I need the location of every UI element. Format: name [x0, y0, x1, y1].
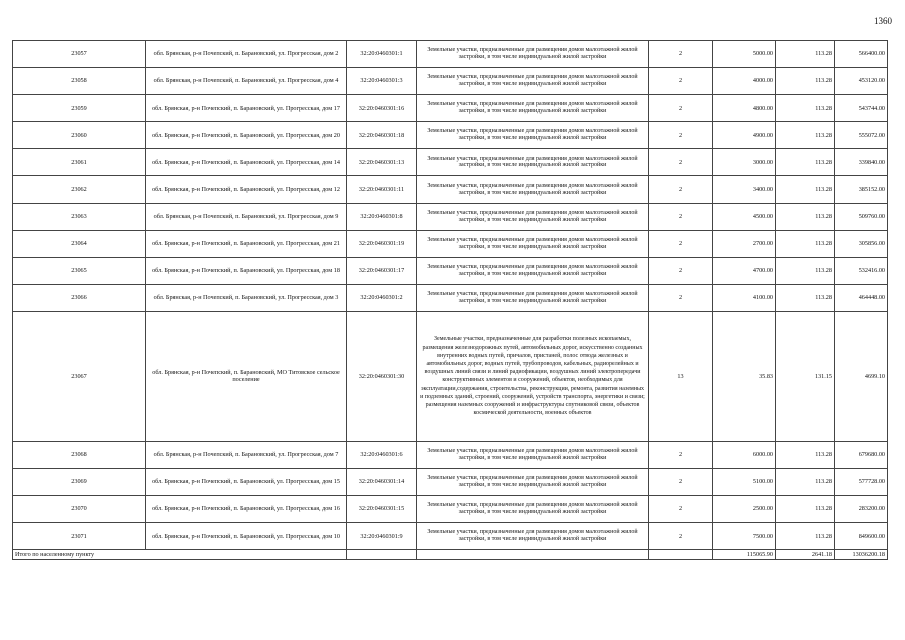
use-group-code-cell: 2	[649, 122, 713, 149]
table-row	[13, 523, 888, 550]
unit-price-cell: 113.28	[776, 230, 835, 257]
row-number: 23067	[13, 311, 146, 441]
unit-price-cell: 113.28	[776, 469, 835, 496]
land-use-cell: Земельные участки, предназначенные для размещения домов малоэтажной жилой застройки, в том числе индивидуальной жилой застройки	[417, 68, 649, 95]
address-cell: обл. Брянская, р-н Почепский, п. Барановский, ул. Прогресская, дом 20	[146, 122, 347, 149]
area-cell: 6000.00	[713, 441, 776, 468]
land-use-cell: Земельные участки, предназначенные для размещения домов малоэтажной жилой застройки, в том числе индивидуальной жилой застройки	[417, 257, 649, 284]
cadastral-value-cell: 509760.00	[835, 203, 888, 230]
cadastral-number-cell: 32:20:0460301:15	[347, 496, 417, 523]
table-row	[13, 284, 888, 311]
use-group-code-cell: 2	[649, 176, 713, 203]
total-empty-cell	[347, 550, 417, 560]
row-number: 23059	[13, 95, 146, 122]
land-use-cell: Земельные участки, предназначенные для размещения домов малоэтажной жилой застройки, в том числе индивидуальной жилой застройки	[417, 523, 649, 550]
address-cell: обл. Брянская, р-н Почепский, п. Барановский, ул. Прогресская, дом 16	[146, 496, 347, 523]
area-cell: 35.83	[713, 311, 776, 441]
cadastral-number-cell: 32:20:0460301:2	[347, 284, 417, 311]
cadastral-number-cell: 32:20:0460301:11	[347, 176, 417, 203]
page-number: 1360	[874, 16, 892, 26]
cadastral-number-cell: 32:20:0460301:18	[347, 122, 417, 149]
cadastral-value-cell: 577728.00	[835, 469, 888, 496]
unit-price-cell: 113.28	[776, 41, 835, 68]
total-area: 115065.90	[713, 550, 776, 560]
total-price: 2641.18	[776, 550, 835, 560]
cadastral-number-cell: 32:20:0460301:9	[347, 523, 417, 550]
row-number: 23070	[13, 496, 146, 523]
row-number: 23071	[13, 523, 146, 550]
row-number: 23062	[13, 176, 146, 203]
row-number: 23060	[13, 122, 146, 149]
area-cell: 2700.00	[713, 230, 776, 257]
table-row	[13, 203, 888, 230]
use-group-code-cell: 2	[649, 469, 713, 496]
table-row	[13, 95, 888, 122]
area-cell: 2500.00	[713, 496, 776, 523]
row-number: 23061	[13, 149, 146, 176]
cadastral-value-cell: 305856.00	[835, 230, 888, 257]
cadastral-value-cell: 464448.00	[835, 284, 888, 311]
unit-price-cell: 113.28	[776, 496, 835, 523]
land-use-cell: Земельные участки, предназначенные для размещения домов малоэтажной жилой застройки, в том числе индивидуальной жилой застройки	[417, 230, 649, 257]
unit-price-cell: 113.28	[776, 523, 835, 550]
area-cell: 4900.00	[713, 122, 776, 149]
total-empty-cell	[649, 550, 713, 560]
total-value: 13036200.18	[835, 550, 888, 560]
address-cell: обл. Брянская, р-н Почепский, п. Барановский, ул. Прогресская, дом 7	[146, 441, 347, 468]
unit-price-cell: 113.28	[776, 176, 835, 203]
row-number: 23069	[13, 469, 146, 496]
address-cell: обл. Брянская, р-н Почепский, п. Барановский, МО Титовское сельское поселение	[146, 311, 347, 441]
cadastral-number-cell: 32:20:0460301:19	[347, 230, 417, 257]
table-row	[13, 68, 888, 95]
use-group-code-cell: 2	[649, 95, 713, 122]
table-row	[13, 469, 888, 496]
row-number: 23065	[13, 257, 146, 284]
land-use-cell: Земельные участки, предназначенные для размещения домов малоэтажной жилой застройки, в том числе индивидуальной жилой застройки	[417, 122, 649, 149]
address-cell: обл. Брянская, р-н Почепский, п. Барановский, ул. Прогресская, дом 18	[146, 257, 347, 284]
cadastral-value-cell: 4699.10	[835, 311, 888, 441]
cadastral-number-cell: 32:20:0460301:13	[347, 149, 417, 176]
area-cell: 7500.00	[713, 523, 776, 550]
unit-price-cell: 113.28	[776, 68, 835, 95]
use-group-code-cell: 2	[649, 68, 713, 95]
land-use-cell: Земельные участки, предназначенные для размещения домов малоэтажной жилой застройки, в том числе индивидуальной жилой застройки	[417, 284, 649, 311]
area-cell: 3400.00	[713, 176, 776, 203]
address-cell: обл. Брянская, р-н Почепский, п. Барановский, ул. Прогресская, дом 12	[146, 176, 347, 203]
land-use-cell: Земельные участки, предназначенные для размещения домов малоэтажной жилой застройки, в том числе индивидуальной жилой застройки	[417, 176, 649, 203]
table-row	[13, 496, 888, 523]
unit-price-cell: 113.28	[776, 257, 835, 284]
cadastral-number-cell: 32:20:0460301:30	[347, 311, 417, 441]
address-cell: обл. Брянская, р-н Почепский, п. Барановский, ул. Прогресская, дом 9	[146, 203, 347, 230]
land-use-cell: Земельные участки, предназначенные для размещения домов малоэтажной жилой застройки, в том числе индивидуальной жилой застройки	[417, 441, 649, 468]
address-cell: обл. Брянская, р-н Почепский, п. Барановский, ул. Прогресская, дом 3	[146, 284, 347, 311]
unit-price-cell: 113.28	[776, 441, 835, 468]
area-cell: 5100.00	[713, 469, 776, 496]
area-cell: 3000.00	[713, 149, 776, 176]
cadastral-value-cell: 339840.00	[835, 149, 888, 176]
cadastral-value-cell: 453120.00	[835, 68, 888, 95]
cadastral-value-table	[12, 40, 888, 560]
unit-price-cell: 131.15	[776, 311, 835, 441]
address-cell: обл. Брянская, р-н Почепский, п. Барановский, ул. Прогресская, дом 10	[146, 523, 347, 550]
table-body	[13, 41, 888, 560]
cadastral-value-cell: 566400.00	[835, 41, 888, 68]
cadastral-number-cell: 32:20:0460301:6	[347, 441, 417, 468]
area-cell: 4500.00	[713, 203, 776, 230]
row-number: 23066	[13, 284, 146, 311]
cadastral-number-cell: 32:20:0460301:17	[347, 257, 417, 284]
land-use-cell: Земельные участки, предназначенные для размещения домов малоэтажной жилой застройки, в том числе индивидуальной жилой застройки	[417, 203, 649, 230]
use-group-code-cell: 2	[649, 496, 713, 523]
land-use-cell: Земельные участки, предназначенные для размещения домов малоэтажной жилой застройки, в том числе индивидуальной жилой застройки	[417, 469, 649, 496]
use-group-code-cell: 2	[649, 441, 713, 468]
use-group-code-cell: 2	[649, 149, 713, 176]
row-number: 23058	[13, 68, 146, 95]
cadastral-value-cell: 543744.00	[835, 95, 888, 122]
unit-price-cell: 113.28	[776, 284, 835, 311]
address-cell: обл. Брянская, р-н Почепский, п. Барановский, ул. Прогресская, дом 21	[146, 230, 347, 257]
table-row	[13, 41, 888, 68]
row-number: 23057	[13, 41, 146, 68]
cadastral-value-cell: 849600.00	[835, 523, 888, 550]
unit-price-cell: 113.28	[776, 122, 835, 149]
cadastral-number-cell: 32:20:0460301:16	[347, 95, 417, 122]
use-group-code-cell: 13	[649, 311, 713, 441]
table-row	[13, 257, 888, 284]
unit-price-cell: 113.28	[776, 203, 835, 230]
use-group-code-cell: 2	[649, 284, 713, 311]
unit-price-cell: 113.28	[776, 95, 835, 122]
row-number: 23064	[13, 230, 146, 257]
cadastral-value-cell: 385152.00	[835, 176, 888, 203]
land-use-cell: Земельные участки, предназначенные для размещения домов малоэтажной жилой застройки, в том числе индивидуальной жилой застройки	[417, 95, 649, 122]
area-cell: 4100.00	[713, 284, 776, 311]
table-row	[13, 441, 888, 468]
land-use-cell: Земельные участки, предназначенные для размещения домов малоэтажной жилой застройки, в том числе индивидуальной жилой застройки	[417, 41, 649, 68]
cadastral-value-cell: 679680.00	[835, 441, 888, 468]
area-cell: 4700.00	[713, 257, 776, 284]
total-empty-cell	[417, 550, 649, 560]
land-use-cell: Земельные участки, предназначенные для размещения домов малоэтажной жилой застройки, в том числе индивидуальной жилой застройки	[417, 149, 649, 176]
unit-price-cell: 113.28	[776, 149, 835, 176]
address-cell: обл. Брянская, р-н Почепский, п. Барановский, ул. Прогресская, дом 2	[146, 41, 347, 68]
table-row	[13, 230, 888, 257]
address-cell: обл. Брянская, р-н Почепский, п. Барановский, ул. Прогресская, дом 17	[146, 95, 347, 122]
use-group-code-cell: 2	[649, 41, 713, 68]
cadastral-value-cell: 555072.00	[835, 122, 888, 149]
area-cell: 4000.00	[713, 68, 776, 95]
cadastral-number-cell: 32:20:0460301:14	[347, 469, 417, 496]
land-use-cell: Земельные участки, предназначенные для размещения домов малоэтажной жилой застройки, в том числе индивидуальной жилой застройки	[417, 496, 649, 523]
cadastral-number-cell: 32:20:0460301:1	[347, 41, 417, 68]
cadastral-value-cell: 532416.00	[835, 257, 888, 284]
land-use-cell: Земельные участки, предназначенные для разработки полезных ископаемых, размещения железнодорожных путей, автомобильных дорог, искусственно созданных внутренних водных путей, причалов, пристаней, полос отвода железных и автомобильных дорог, водных путей, трубопроводов, кабельных, радиорелейных и воздушных линий связи и линий радиофикации, воздушных линий электропередачи конструктивных элементов и сооружений, объектов, необходимых для эксплуатации,содержания, строительства, реконструкции, ремонта, развития наземных и подземных зданий, строений, сооружений, устройств транспорта, энергетики и связи; размещения наземных сооружений и инфраструктуры спутниковой связи, объектов космической деятельности, военных объектов	[417, 311, 649, 441]
table-row	[13, 149, 888, 176]
use-group-code-cell: 2	[649, 257, 713, 284]
use-group-code-cell: 2	[649, 203, 713, 230]
row-number: 23063	[13, 203, 146, 230]
use-group-code-cell: 2	[649, 230, 713, 257]
total-row	[13, 550, 888, 560]
address-cell: обл. Брянская, р-н Почепский, п. Барановский, ул. Прогресская, дом 14	[146, 149, 347, 176]
cadastral-number-cell: 32:20:0460301:8	[347, 203, 417, 230]
row-number: 23068	[13, 441, 146, 468]
address-cell: обл. Брянская, р-н Почепский, п. Барановский, ул. Прогресская, дом 4	[146, 68, 347, 95]
area-cell: 5000.00	[713, 41, 776, 68]
total-label: Итого по населенному пункту	[13, 550, 347, 560]
table-row	[13, 122, 888, 149]
cadastral-number-cell: 32:20:0460301:3	[347, 68, 417, 95]
area-cell: 4800.00	[713, 95, 776, 122]
address-cell: обл. Брянская, р-н Почепский, п. Барановский, ул. Прогресская, дом 15	[146, 469, 347, 496]
cadastral-value-cell: 283200.00	[835, 496, 888, 523]
use-group-code-cell: 2	[649, 523, 713, 550]
table-row	[13, 176, 888, 203]
table-row	[13, 311, 888, 441]
